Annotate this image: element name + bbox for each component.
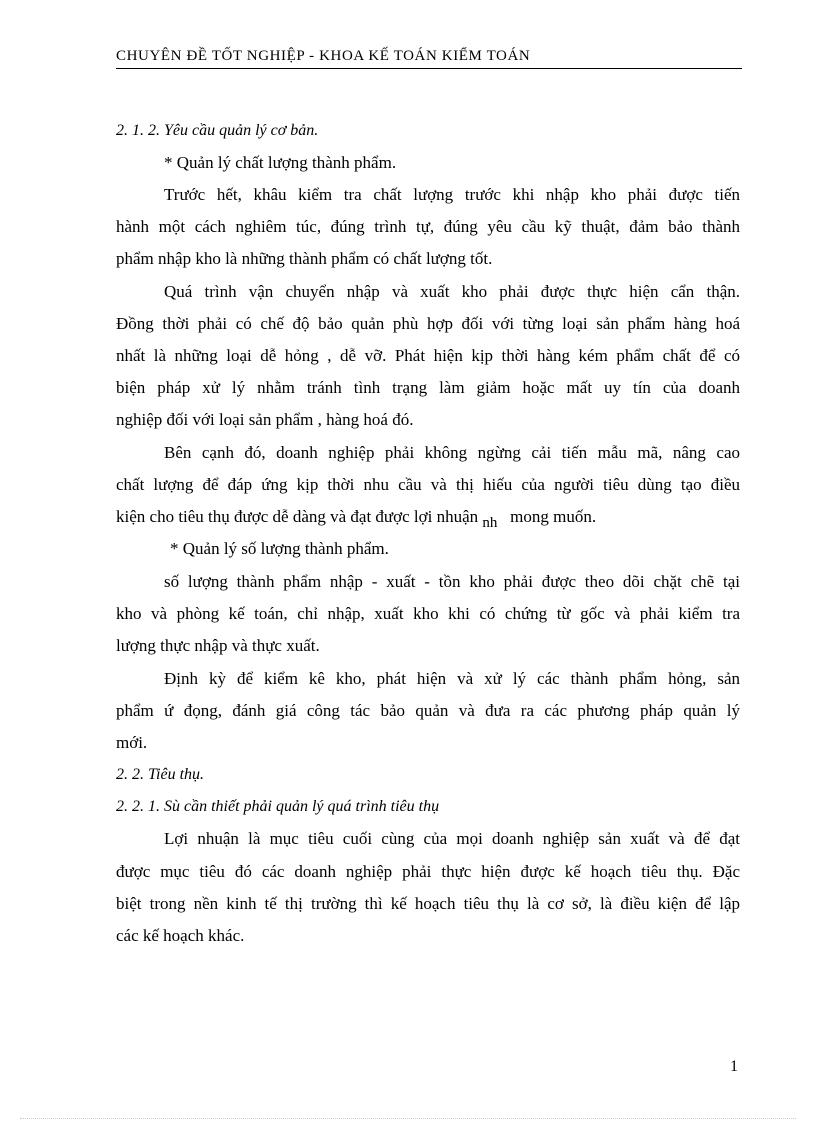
- heading-2-2-1: 2. 2. 1. Sù cần thiết phải quản lý quá trình tiêu thụ: [116, 798, 440, 815]
- paragraph-line: nhất là những loại dễ hỏng , dễ vỡ. Phát hiện kịp thời hàng kém phẩm chất để có: [116, 346, 740, 365]
- paragraph-line: được mục tiêu đó các doanh nghiệp phải thực hiện được kế hoạch tiêu thụ. Đặc: [116, 862, 740, 881]
- page-number: 1: [730, 1058, 738, 1075]
- paragraph-line: mới.: [116, 733, 148, 752]
- heading-2-1-2: 2. 1. 2. Yêu cầu quản lý cơ bản.: [116, 122, 319, 139]
- paragraph-line: kho và phòng kế toán, chỉ nhập, xuất kho khi có chứng từ gốc và phải kiểm tra: [116, 604, 740, 623]
- paragraph-line: phẩm nhập kho là những thành phẩm có chất lượng tốt.: [116, 249, 493, 268]
- subscript-text: nh: [482, 515, 498, 531]
- paragraph-text: kiện cho tiêu thụ được dễ dàng và đạt được lợi nhuận: [116, 507, 479, 526]
- paragraph-line: các kế hoạch khác.: [116, 926, 245, 945]
- paragraph-line: Lợi nhuận là mục tiêu cuối cùng của mọi doanh nghiệp sản xuất và để đạt: [164, 829, 740, 848]
- bullet-quality-management: * Quản lý chất lượng thành phẩm.: [164, 153, 397, 172]
- heading-2-2: 2. 2. Tiêu thụ.: [116, 766, 205, 783]
- paragraph-line: số lượng thành phẩm nhập - xuất - tồn kho phải được theo dõi chặt chẽ tại: [164, 572, 740, 591]
- paragraph-line: Đồng thời phải có chế độ bảo quản phù hợp đối với từng loại sản phẩm hàng hoá: [116, 314, 740, 333]
- page-header-title: CHUYÊN ĐỀ TỐT NGHIỆP - KHOA KẾ TOÁN KIỂM TOÁN: [116, 48, 531, 64]
- header-rule: [116, 68, 742, 69]
- paragraph-line: lượng thực nhập và thực xuất.: [116, 636, 320, 655]
- bullet-quantity-management: * Quản lý số lượng thành phẩm.: [170, 539, 389, 558]
- paragraph-line: nghiệp đối với loại sản phẩm , hàng hoá đó.: [116, 410, 414, 429]
- paragraph-line-with-subscript: [116, 507, 597, 531]
- page-bottom-border: [20, 1118, 796, 1119]
- paragraph-line: biện pháp xử lý nhằm tránh tình trạng làm giảm hoặc mất uy tín của doanh: [116, 378, 740, 397]
- paragraph-line: phẩm ứ đọng, đánh giá công tác bảo quản và đưa ra các phương pháp quản lý: [116, 701, 740, 720]
- paragraph-line: chất lượng để đáp ứng kịp thời nhu cầu và thị hiếu của người tiêu dùng tạo điều: [116, 475, 740, 494]
- paragraph-line: Định kỳ để kiểm kê kho, phát hiện và xử lý các thành phẩm hỏng, sản: [164, 669, 740, 688]
- paragraph-line: Trước hết, khâu kiểm tra chất lượng trước khi nhập kho phải được tiến: [164, 185, 740, 204]
- paragraph-line: hành một cách nghiêm túc, đúng trình tự, đúng yêu cầu kỹ thuật, đảm bảo thành: [116, 217, 740, 236]
- paragraph-line: Bên cạnh đó, doanh nghiệp phải không ngừng cải tiến mẫu mã, nâng cao: [164, 443, 740, 462]
- paragraph-line: Quá trình vận chuyển nhập và xuất kho phải được thực hiện cẩn thận.: [164, 282, 740, 301]
- paragraph-line: biệt trong nền kinh tế thị trường thì kế hoạch tiêu thụ là cơ sở, là điều kiện để lập: [116, 894, 740, 913]
- paragraph-text: mong muốn.: [510, 507, 597, 526]
